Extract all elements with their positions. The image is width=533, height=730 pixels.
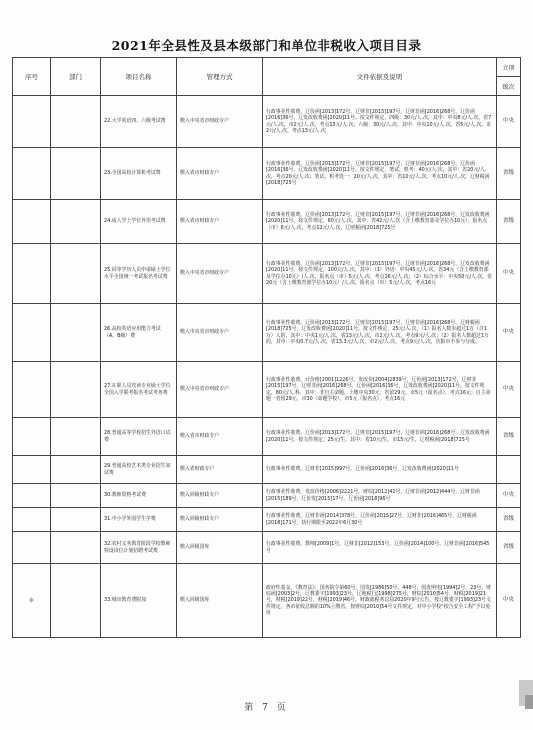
row-level: 中央 <box>497 362 521 418</box>
row-mgmt: 缴入省市财政专户 <box>177 200 263 244</box>
row-level: 中央 <box>497 96 521 148</box>
table-row <box>13 456 521 484</box>
page-number: 第 7 页 <box>244 703 289 713</box>
header-seq: 序号 <box>13 58 51 96</box>
row-level: 中央 <box>497 564 521 638</box>
row-item-name: 30.教师资格考试费 <box>101 484 177 508</box>
row-basis: 行政事业性收费。辽价函[2013]172号，辽财非[2015]197号，辽财非函[2016]268号，辽财税函[2018]725号，辽发改收费函[2020]11号。按文件规定，25元/人.次，（1）报名人数未超过1万（含1万）人的，其中：中央1元/人.次，省13元/人.次，市2元/人.次，考点9元/人.次；（2）报名人数超过1万的，其中：中央0.7元/人.次，省13.3元/人.次，市2元/人.次，考点9元/人.次，沈阳市不参与分成。 <box>263 304 497 362</box>
page-title: 2021年全县性及县本级部门和单位非税收入项目目录 <box>111 38 422 53</box>
row-seq <box>13 362 51 418</box>
row-dept <box>51 244 101 304</box>
row-seq <box>13 532 51 564</box>
row-seq <box>13 418 51 456</box>
header-item: 项目名称 <box>101 58 177 96</box>
row-item-name: 26.高校英语应用能力考试（A、B级）费 <box>101 304 177 362</box>
row-mgmt: 缴入中央省市财政专户 <box>177 96 263 148</box>
table-row <box>13 304 521 362</box>
row-basis: 行政事业性收费。辽价函[2013]172号，辽财非[2015]197号，辽财非函[2016]268号，辽发改收费函[2020]11号。按文件规定，100元/人.次，其中：（1）外语：中央45元/人.次，省34元（含上缴教育部及学位办10元）/人.次，报名点（市）5元/人.次，考点16元/人.次；（2）综合水平：中央50元/人.次，省20元（含上缴教育部学位办10元）/人.次，报名点（市）5元/人.次，考点16元 <box>263 244 497 304</box>
row-mgmt: 缴入中央省市财政专户 <box>177 362 263 418</box>
row-seq <box>13 508 51 532</box>
row-seq <box>13 148 51 200</box>
row-level <box>497 456 521 484</box>
page-fold-shadow <box>525 695 533 709</box>
table-row <box>13 362 521 418</box>
row-item-name: 25.同等学历人员申请硕士学位水平全国统一考试报名考试费 <box>101 244 177 304</box>
table-row <box>13 96 521 148</box>
header-level-bottom: 级次 <box>497 77 521 96</box>
row-seq <box>13 456 51 484</box>
row-level: 省级 <box>497 532 521 564</box>
table-row <box>13 484 521 508</box>
row-dept <box>51 484 101 508</box>
row-item-name: 33.城市教育费附加 <box>101 564 177 638</box>
row-mgmt: 缴入同级国库 <box>177 532 263 564</box>
row-item-name: 22.大学英语四、六级考试费 <box>101 96 177 148</box>
row-dept <box>51 418 101 456</box>
table-row <box>13 564 521 638</box>
table-row <box>13 532 521 564</box>
row-level: 中央 <box>497 244 521 304</box>
row-mgmt: 缴入省市财政专户 <box>177 418 263 456</box>
row-mgmt: 缴入省财政专户 <box>177 456 263 484</box>
row-dept <box>51 148 101 200</box>
header-mgmt: 管理方式 <box>177 58 263 96</box>
row-basis: 政府性基金。《教育法》，国务院令第60号，国发[1986]50号、448号，国发明电[1994]2号、23号，财综函[2003]2号，辽教委字[1993]23号，辽地税行[1998]275号，财综[2010]54号，财税[2019]21号，财税[2019]22号，财税[2019]46号，财政部税务总局2020年9号公告，按辽教委字[1993]23号文件规定，各市征收总额的10%上缴省。按财综[2010]54号文件规定，对中小学校“校合安全工程”予以免征 <box>263 564 497 638</box>
row-basis: 行政事业性收费，辽财非函[2014]378号，辽价函[2015]27号，辽财非[2016]465号，辽财税函[2018]171号，执行期限至2022年6月30号 <box>263 508 497 532</box>
row-level: 省级 <box>497 200 521 244</box>
row-level: 省级 <box>497 148 521 200</box>
row-mgmt: 缴入同级国库 <box>177 564 263 638</box>
row-mgmt: 缴入中央省市财政专户 <box>177 304 263 362</box>
row-seq: ＊ <box>13 564 51 638</box>
row-dept <box>51 362 101 418</box>
row-level: 省级 <box>497 418 521 456</box>
row-dept <box>51 304 101 362</box>
row-seq <box>13 96 51 148</box>
row-seq <box>13 484 51 508</box>
fee-catalog-table <box>12 57 521 638</box>
table-row <box>13 148 521 200</box>
row-dept <box>51 564 101 638</box>
table-row <box>13 508 521 532</box>
row-mgmt: 缴入同级财政专户 <box>177 484 263 508</box>
row-basis: 行政事业性收费。教师[2009]1号，辽财非[2012]153号，辽价函[2014]100号，辽财非函[2016]545号 <box>263 532 497 564</box>
row-level: 中央 <box>497 484 521 508</box>
row-basis: 行政事业性收费。辽价函[2013]172号，辽财非[2015]197号，辽财非函[2016]268号，辽发改收费函[2020]11号。按文件规定，25元/生，其中：省10元/生、市15元/生，辽财税函[2018]725号 <box>263 418 497 456</box>
header-dept: 部门 <box>51 58 101 96</box>
row-basis: 行政事业性收费。辽价函[2013]172号，辽财非[2015]197号，辽财非函[2016]268号，辽价函[2016]36号，辽发改收费函[2020]11号。按文件规定，笔试、机考：40元/人.次，其中：省20元/人.次，考点20元/人.次；笔试、机考选一：20元/人.次，其中：省10元/人.次、考点10元/人.次，辽财税函[2018]725号 <box>263 148 497 200</box>
row-item-name: 27.在职人员攻读专业硕士学位全国入学联考报名考试考务费 <box>101 362 177 418</box>
row-seq <box>13 304 51 362</box>
row-basis: 行政事业性收费。辽价函[2013]172号，辽财非[2015]197号，辽财非函[2016]268号，辽发改收费函[2020]11号。按文件规定，60元/人.次，其中：省42元/人.次（含上缴教育部及学位办10元）、报名点（市）6元/人.次，考点12元/人.次，辽财税函[2018]725号 <box>263 200 497 244</box>
row-basis: 行政事业性收费。辽财非[2015]997号，辽价函[2016]36号，辽发改收费函[2020]11号 <box>263 456 497 484</box>
row-level: 中央 <box>497 304 521 362</box>
table-row <box>13 244 521 304</box>
row-level: 省级 <box>497 508 521 532</box>
row-item-name: 24.成人学士学位外语考试费 <box>101 200 177 244</box>
row-basis: 行政事业性收费，发改价格[2006]2221号，财综[2012]41号，辽财非函[2012]444号，辽财非函[2015]189号，辽价发[2015]17号，辽价函[2018]96号 <box>263 484 497 508</box>
row-dept <box>51 96 101 148</box>
row-mgmt: 缴入省市财政专户 <box>177 148 263 200</box>
header-basis: 文件依据及说明 <box>263 58 497 96</box>
row-seq <box>13 244 51 304</box>
row-item-name: 23.全国高校计算机考试费 <box>101 148 177 200</box>
row-item-name: 29.普通高校艺术类专业招生加试费 <box>101 456 177 484</box>
row-basis: 行政事业性收费。计价格[2001]1226号，发改价[2004]2839号，辽价函[2013]172号，辽财非[2015]197号，辽财非函[2016]268号，辽价函[2016]36号，辽发改收费函[2020]11号，按文件规定，80元/人.科，其中：非自主命题，上缴中央30元，省留29元，市5元（报名点），考点16元；自主命题一省留29元，市30（命题学校），市5元（报名点），考点16元 <box>263 362 497 418</box>
row-mgmt: 缴入中央省市财政专户 <box>177 244 263 304</box>
row-dept <box>51 456 101 484</box>
row-basis: 行政事业性收费。辽价函[2013]172号，辽财非[2015]197号，辽财非函[2016]268号，辽价函[2016]36号，辽发改收费函[2020]11号。按文件规定，四级：30元/人.次，其中：中央8元/人.次、省7元/人.次、市2元/人.次，考点13元/人.次；六级：30元/人.次，其中：中央10元/人.次、省5元/人.次、市2元/人.次、考点13元/人.次 <box>263 96 497 148</box>
row-dept <box>51 508 101 532</box>
row-item-name: 31.中小学外国学生学费 <box>101 508 177 532</box>
row-dept <box>51 532 101 564</box>
row-item-name: 28.普通高等学校招生外语口试费 <box>101 418 177 456</box>
row-dept <box>51 200 101 244</box>
row-mgmt: 缴入同级财政专户 <box>177 508 263 532</box>
row-item-name: 32.农村义务教育阶段学校教师特设岗位计划招聘考试费 <box>101 532 177 564</box>
header-level-top: 立项 <box>497 58 521 77</box>
table-row <box>13 418 521 456</box>
table-row <box>13 200 521 244</box>
row-seq <box>13 200 51 244</box>
